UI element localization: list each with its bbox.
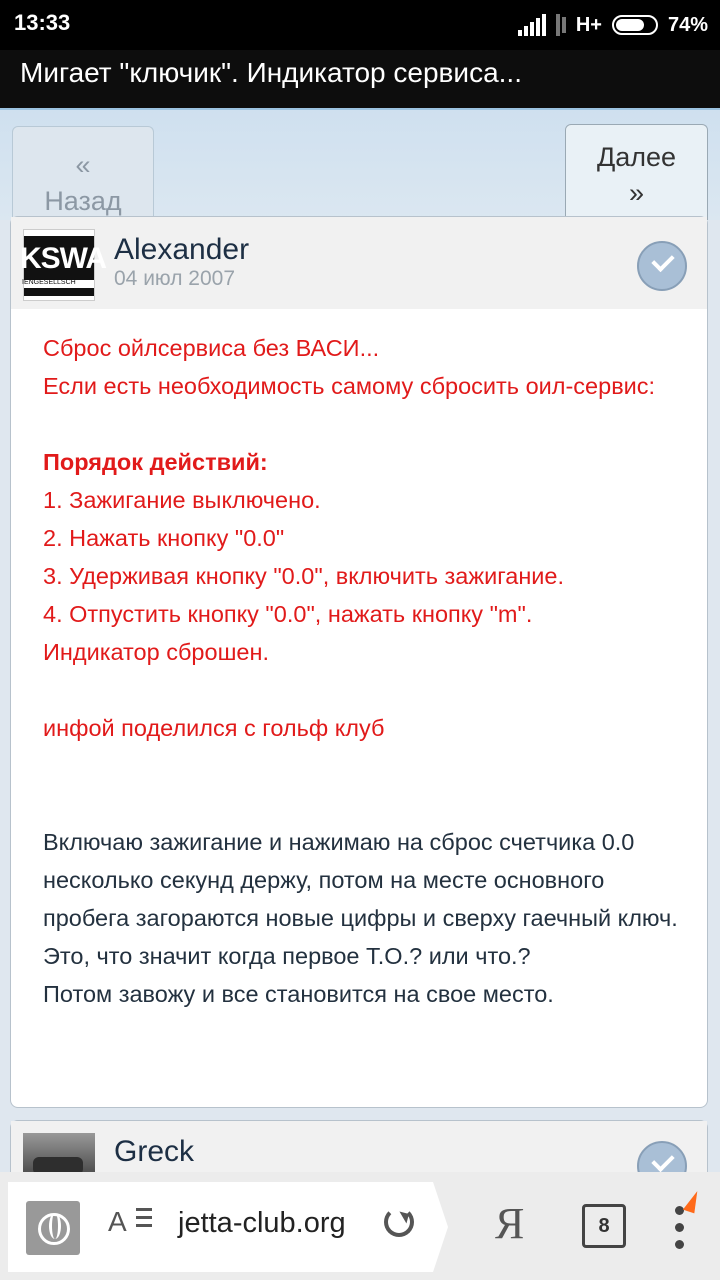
back-arrow: « — [75, 150, 91, 180]
browser-toolbar — [0, 1172, 720, 1280]
notification-bolt-icon — [683, 1189, 701, 1214]
globe-icon[interactable] — [26, 1201, 80, 1255]
network-type: H+ — [575, 13, 602, 36]
menu-icon[interactable] — [672, 1198, 692, 1258]
battery-fill — [616, 19, 644, 31]
step-4: 4. Отпустить кнопку "0.0", нажать кнопку "m". — [43, 601, 533, 627]
signal-icon — [518, 14, 546, 36]
refresh-icon[interactable] — [384, 1207, 414, 1237]
status-time: 13:33 — [14, 10, 71, 35]
status-icons — [518, 10, 708, 40]
post-author-2[interactable]: Greck — [114, 1135, 195, 1168]
next-arrow: » — [628, 178, 645, 208]
steps-title: Порядок действий: — [43, 449, 268, 475]
tabs-icon[interactable]: 8 — [582, 1204, 626, 1248]
status-bar — [0, 0, 720, 50]
back-label: Назад — [44, 186, 122, 216]
post-author[interactable]: Alexander — [114, 233, 250, 266]
next-button[interactable] — [565, 124, 708, 220]
thread-nav — [0, 108, 720, 220]
step-result: Индикатор сброшен. — [43, 639, 270, 665]
avatar[interactable] — [20, 229, 106, 301]
step-1: 1. Зажигание выключено. — [43, 487, 321, 513]
url-text[interactable]: jetta-club.org — [178, 1207, 346, 1239]
post-body — [43, 329, 683, 1013]
title-bar — [0, 50, 720, 108]
question-line-1: Включаю зажигание и нажимаю на сброс счетчика 0.0 несколько секунд держу, потом на месте основного пробега загораются новые цифры и сверху гаечный ключ. — [43, 829, 678, 931]
battery-icon — [612, 15, 658, 35]
second-signal-icon — [556, 14, 566, 36]
credit-line: инфой поделился с гольф клуб — [43, 715, 385, 741]
back-button[interactable] — [12, 126, 154, 220]
post-header — [11, 217, 707, 309]
next-label: Далее — [596, 142, 677, 172]
page-title: Мигает "ключик". Индикатор сервиса... — [20, 57, 522, 88]
yandex-button[interactable]: Я — [495, 1199, 525, 1248]
post-date: 04 июл 2007 — [114, 267, 236, 290]
post-card — [10, 216, 708, 1108]
avatar-logo-subtext: IENGESELLSCH — [22, 279, 76, 286]
question-line-2: Это, что значит когда первое Т.О.? или что.? — [43, 943, 531, 969]
step-3: 3. Удерживая кнопку "0.0", включить зажигание. — [43, 563, 565, 589]
question-line-3: Потом завожу и все становится на свое место. — [43, 981, 554, 1007]
reader-mode-icon[interactable]: A — [108, 1206, 127, 1238]
step-2: 2. Нажать кнопку "0.0" — [43, 525, 285, 551]
check-icon[interactable] — [637, 241, 687, 291]
red-line-1: Сброс ойлсервиса без ВАСИ... — [43, 335, 380, 361]
battery-percent: 74% — [667, 13, 708, 36]
avatar-logo-text: KSWA — [20, 242, 106, 275]
red-line-2: Если есть необходимость самому сбросить оил-сервис: — [43, 373, 656, 399]
